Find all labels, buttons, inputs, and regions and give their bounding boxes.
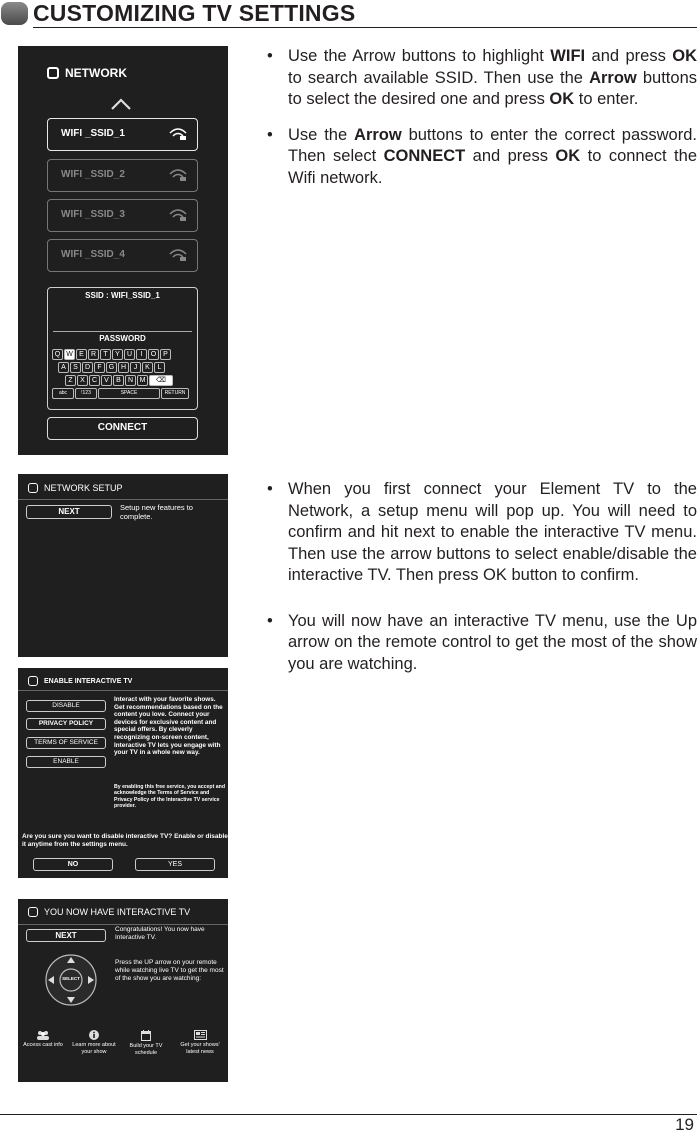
network-setup-title: NETWORK SETUP — [28, 483, 123, 493]
checkbox-icon — [28, 483, 38, 493]
backspace-key-icon[interactable]: ⌫ — [149, 375, 173, 386]
page-number: 19 — [675, 1115, 694, 1134]
congratulations-text: Congratulations! You now have Interactive TV. — [115, 926, 205, 941]
key[interactable]: K — [142, 362, 153, 373]
wifi-item[interactable]: WIFI _SSID_3 — [47, 199, 198, 232]
key[interactable]: B — [113, 375, 124, 386]
people-icon — [36, 1030, 50, 1040]
ssid-label: SSID : WIFI_SSID_1 — [85, 291, 160, 300]
wifi-lock-icon — [169, 208, 187, 222]
divider — [18, 924, 228, 925]
key[interactable]: X — [77, 375, 88, 386]
calendar-icon — [141, 1030, 151, 1041]
interactive-tv-description: Interact with your favorite shows. Get recommendations based on the content you love. Connect your devices for exclusive content and special offers. By cleverly recognizing on-screen content, Interactive TV lets you engage with your TV in a whole new way. — [114, 696, 223, 757]
key[interactable]: P — [160, 349, 171, 360]
checkbox-icon — [28, 676, 38, 686]
key[interactable]: J — [130, 362, 141, 373]
key[interactable]: S — [70, 362, 81, 373]
setup-text: Setup new features to complete. — [120, 503, 193, 521]
wifi-item[interactable]: WIFI _SSID_2 — [47, 159, 198, 192]
up-arrow-icon — [110, 94, 132, 116]
divider — [18, 690, 228, 691]
header-rule — [33, 27, 697, 28]
wifi-item[interactable]: WIFI _SSID_1 — [47, 118, 198, 151]
get-latest-news[interactable]: Get your shows' latest news — [174, 1030, 226, 1055]
password-entry-box — [47, 287, 198, 410]
press-up-text: Press the UP arrow on your remote while watching live TV to get the most of the show you are watching: — [115, 959, 224, 982]
network-title: NETWORK — [47, 66, 127, 80]
network-instructions — [267, 46, 697, 203]
info-icon — [89, 1030, 99, 1040]
key-123[interactable]: !123 — [75, 388, 97, 399]
interactive-tv-title: ENABLE INTERACTIVE TV — [28, 676, 132, 686]
access-cast-info[interactable]: Access cast info — [20, 1030, 66, 1049]
header-pill-icon — [1, 2, 28, 25]
network-setup-screenshot — [18, 474, 228, 657]
key[interactable]: C — [89, 375, 100, 386]
key-space[interactable]: SPACE — [98, 388, 160, 399]
terms-of-service-button[interactable]: TERMS OF SERVICE — [26, 737, 106, 749]
key[interactable]: W — [64, 349, 75, 360]
no-button[interactable]: NO — [33, 858, 113, 871]
key[interactable]: Z — [65, 375, 76, 386]
interactive-tv-terms-note: By enabling this free service, you accept and acknowledge the Terms of Service and Privacy Policy of the Interactive TV service provider. — [114, 784, 225, 809]
disable-confirm-question: Are you sure you want to disable interactive TV? Enable or disable it anytime from the settings menu. — [22, 833, 228, 848]
page-title: CUSTOMIZING TV SETTINGS — [33, 0, 356, 26]
network-screenshot — [18, 46, 228, 455]
wifi-item[interactable]: WIFI _SSID_4 — [47, 239, 198, 272]
checkbox-icon — [28, 907, 38, 917]
key[interactable]: G — [106, 362, 117, 373]
key[interactable]: I — [136, 349, 147, 360]
key[interactable]: F — [94, 362, 105, 373]
key-return[interactable]: RETURN — [161, 388, 189, 399]
key[interactable]: Y — [112, 349, 123, 360]
bullet-highlight-wifi: • Use the Arrow buttons to highlight WIFI and press OK to search available SSID. Then use the Arrow buttons to select the desired one and press OK to enter. — [267, 46, 697, 111]
connect-button[interactable]: CONNECT — [47, 417, 198, 440]
key[interactable]: M — [137, 375, 148, 386]
news-icon — [194, 1030, 207, 1040]
key-abc[interactable]: abc — [52, 388, 74, 399]
yes-button[interactable]: YES — [135, 858, 215, 871]
on-screen-keyboard — [52, 349, 193, 401]
key[interactable]: E — [76, 349, 87, 360]
key[interactable]: Q — [52, 349, 63, 360]
interactive-tv-ready-screenshot — [18, 899, 228, 1082]
next-button[interactable]: NEXT — [26, 505, 112, 519]
privacy-policy-button[interactable]: PRIVACY POLICY — [26, 718, 106, 730]
password-field[interactable] — [53, 331, 192, 332]
key[interactable]: V — [101, 375, 112, 386]
divider — [18, 499, 228, 500]
key[interactable]: N — [125, 375, 136, 386]
key[interactable]: T — [100, 349, 111, 360]
bullet-enter-password: • Use the Arrow buttons to enter the correct password. Then select CONNECT and press OK to connect the Wifi network. — [267, 125, 697, 190]
wifi-lock-icon — [169, 127, 187, 141]
checkbox-icon — [47, 67, 59, 79]
bullet-setup-menu: • When you first connect your Element TV to the Network, a setup menu will pop up. You will need to confirm and hit next to enable the interactive TV menu. Then use the arrow buttons to select enable/disable the interactive TV. Then press OK button to confirm. — [267, 479, 697, 587]
key[interactable]: H — [118, 362, 129, 373]
password-label: PASSWORD — [99, 334, 146, 343]
interactive-tv-instructions — [267, 479, 697, 689]
next-button[interactable]: NEXT — [26, 929, 106, 942]
key[interactable]: L — [154, 362, 165, 373]
build-tv-schedule[interactable]: Build your TV schedule — [122, 1030, 170, 1056]
wifi-lock-icon — [169, 168, 187, 182]
key[interactable]: A — [58, 362, 69, 373]
key[interactable]: D — [82, 362, 93, 373]
bullet-interactive-menu: • You will now have an interactive TV menu, use the Up arrow on the remote control to get the most of the show you are watching. — [267, 611, 697, 676]
enable-button[interactable]: ENABLE — [26, 756, 106, 768]
enable-interactive-tv-screenshot — [18, 668, 228, 878]
wifi-lock-icon — [169, 248, 187, 262]
interactive-tv-ready-title: YOU NOW HAVE INTERACTIVE TV — [28, 907, 190, 917]
disable-button[interactable]: DISABLE — [26, 700, 106, 712]
key[interactable]: O — [148, 349, 159, 360]
select-label: SELECT — [62, 976, 80, 981]
key[interactable]: R — [88, 349, 99, 360]
key[interactable]: U — [124, 349, 135, 360]
footer-rule — [0, 1114, 697, 1115]
learn-more-about-show[interactable]: Learn more about your show — [70, 1030, 118, 1055]
